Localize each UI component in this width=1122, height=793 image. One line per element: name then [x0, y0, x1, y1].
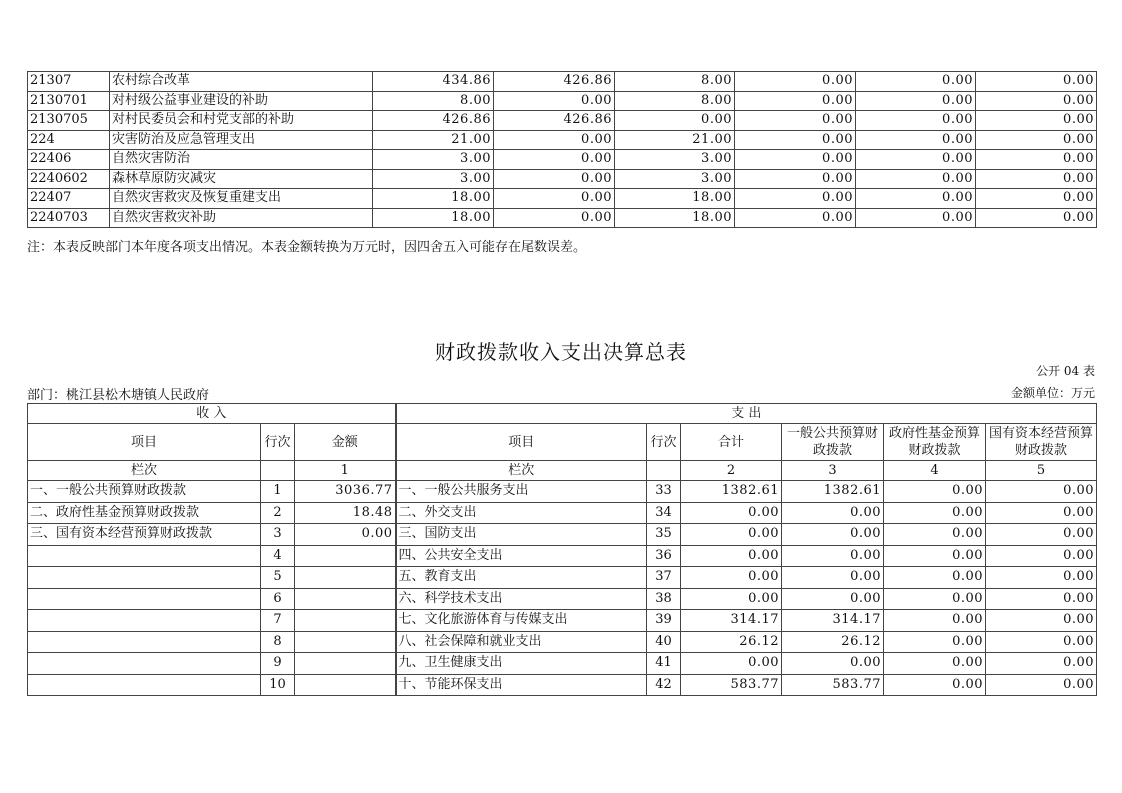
cell-general: 0.00 [782, 545, 884, 567]
table-row [28, 610, 1097, 632]
cell-ex-item: 九、卫生健康支出 [396, 653, 647, 675]
cell-total: 0.00 [681, 588, 782, 610]
cell-ex-item: 六、科学技术支出 [396, 588, 647, 610]
expense-header: 支 出 [396, 404, 1097, 424]
cell-v5: 0.00 [856, 169, 976, 189]
cell-code: 2130705 [28, 111, 110, 131]
cell-v6: 0.00 [976, 189, 1097, 209]
cell-in-item [28, 588, 261, 610]
cell-in-no: 5 [261, 567, 295, 589]
cell-v2: 0.00 [494, 208, 615, 228]
table-row [28, 502, 1097, 524]
table-row [28, 169, 1097, 189]
fund-budget-header: 政府性基金预算财政拨款 [884, 424, 986, 461]
cell-v4: 0.00 [735, 111, 856, 131]
col-label-expense: 栏次 [396, 461, 647, 481]
col-index-1: 1 [295, 461, 396, 481]
cell-v6: 0.00 [976, 91, 1097, 111]
cell-general: 583.77 [782, 674, 884, 696]
cell-ex-item: 五、教育支出 [396, 567, 647, 589]
cell-v6: 0.00 [976, 150, 1097, 170]
cell-v3: 8.00 [615, 72, 735, 92]
cell-v1: 8.00 [373, 91, 494, 111]
cell-general: 0.00 [782, 502, 884, 524]
cell-fund: 0.00 [884, 653, 986, 675]
cell-ex-no: 42 [647, 674, 681, 696]
cell-v5: 0.00 [856, 189, 976, 209]
cell-in-no: 1 [261, 481, 295, 503]
cell-in-item [28, 567, 261, 589]
cell-name: 灾害防治及应急管理支出 [110, 130, 373, 150]
cell-general: 26.12 [782, 631, 884, 653]
cell-v5: 0.00 [856, 130, 976, 150]
table-row [28, 130, 1097, 150]
cell-v1: 3.00 [373, 150, 494, 170]
table-row [28, 524, 1097, 546]
cell-general: 0.00 [782, 524, 884, 546]
cell-fund: 0.00 [884, 674, 986, 696]
table-row [28, 674, 1097, 696]
cell-name: 森林草原防灾减灾 [110, 169, 373, 189]
cell-in-amt: 0.00 [295, 524, 396, 546]
cell-v1: 18.00 [373, 208, 494, 228]
cell-in-item: 三、国有资本经营预算财政拨款 [28, 524, 261, 546]
table-row [28, 653, 1097, 675]
col-label-income: 栏次 [28, 461, 261, 481]
cell-v5: 0.00 [856, 150, 976, 170]
table-row [28, 208, 1097, 228]
cell-v5: 0.00 [856, 111, 976, 131]
form-number: 公开 04 表 [1036, 364, 1095, 378]
cell-name: 对村级公益事业建设的补助 [110, 91, 373, 111]
cell-general: 0.00 [782, 588, 884, 610]
cell-in-amt [295, 674, 396, 696]
empty-cell [647, 461, 681, 481]
cell-name: 自然灾害救灾补助 [110, 208, 373, 228]
cell-code: 22407 [28, 189, 110, 209]
cell-in-no: 8 [261, 631, 295, 653]
cell-code: 224 [28, 130, 110, 150]
cell-v4: 0.00 [735, 189, 856, 209]
expenditure-detail-table [27, 71, 1097, 228]
cell-fund: 0.00 [884, 567, 986, 589]
cell-fund: 0.00 [884, 481, 986, 503]
cell-ex-item: 一、一般公共服务支出 [396, 481, 647, 503]
income-row-no-header: 行次 [261, 424, 295, 461]
table-row [28, 189, 1097, 209]
expense-item-header: 项目 [396, 424, 647, 461]
cell-total: 0.00 [681, 653, 782, 675]
cell-name: 对村民委员会和村党支部的补助 [110, 111, 373, 131]
table-row [28, 91, 1097, 111]
cell-v6: 0.00 [976, 130, 1097, 150]
cell-v4: 0.00 [735, 208, 856, 228]
page-title: 财政拨款收入支出决算总表 [435, 340, 687, 364]
cell-v2: 0.00 [494, 169, 615, 189]
cell-in-no: 4 [261, 545, 295, 567]
cell-ex-item: 十、节能环保支出 [396, 674, 647, 696]
cell-ex-item: 七、文化旅游体育与传媒支出 [396, 610, 647, 632]
col-index-3: 3 [782, 461, 884, 481]
cell-v4: 0.00 [735, 169, 856, 189]
cell-in-no: 3 [261, 524, 295, 546]
cell-fund: 0.00 [884, 524, 986, 546]
table-row [28, 545, 1097, 567]
cell-v5: 0.00 [856, 91, 976, 111]
cell-ex-no: 37 [647, 567, 681, 589]
cell-v4: 0.00 [735, 150, 856, 170]
income-amount-header: 金额 [295, 424, 396, 461]
cell-name: 自然灾害防治 [110, 150, 373, 170]
cell-v1: 18.00 [373, 189, 494, 209]
cell-total: 1382.61 [681, 481, 782, 503]
cell-v3: 21.00 [615, 130, 735, 150]
cell-v2: 0.00 [494, 150, 615, 170]
header-row-sections [28, 404, 1097, 424]
cell-state: 0.00 [986, 524, 1097, 546]
cell-state: 0.00 [986, 481, 1097, 503]
cell-ex-item: 二、外交支出 [396, 502, 647, 524]
cell-v1: 3.00 [373, 169, 494, 189]
cell-ex-no: 36 [647, 545, 681, 567]
cell-v2: 0.00 [494, 189, 615, 209]
cell-in-item [28, 674, 261, 696]
cell-state: 0.00 [986, 653, 1097, 675]
cell-v6: 0.00 [976, 208, 1097, 228]
cell-in-item: 一、一般公共预算财政拨款 [28, 481, 261, 503]
cell-v6: 0.00 [976, 72, 1097, 92]
cell-total: 314.17 [681, 610, 782, 632]
cell-in-amt [295, 567, 396, 589]
expense-row-no-header: 行次 [647, 424, 681, 461]
header-row-columns [28, 424, 1097, 461]
cell-state: 0.00 [986, 631, 1097, 653]
cell-v1: 426.86 [373, 111, 494, 131]
cell-total: 0.00 [681, 502, 782, 524]
cell-in-amt: 3036.77 [295, 481, 396, 503]
income-item-header: 项目 [28, 424, 261, 461]
cell-total: 0.00 [681, 545, 782, 567]
cell-ex-no: 34 [647, 502, 681, 524]
cell-in-item [28, 545, 261, 567]
table-row [28, 72, 1097, 92]
cell-v3: 3.00 [615, 150, 735, 170]
table-row [28, 588, 1097, 610]
empty-cell [261, 461, 295, 481]
col-index-5: 5 [986, 461, 1097, 481]
cell-v2: 426.86 [494, 111, 615, 131]
cell-in-no: 9 [261, 653, 295, 675]
cell-ex-no: 38 [647, 588, 681, 610]
cell-name: 自然灾害救灾及恢复重建支出 [110, 189, 373, 209]
cell-in-item [28, 610, 261, 632]
cell-v2: 426.86 [494, 72, 615, 92]
table-row [28, 631, 1097, 653]
cell-in-amt: 18.48 [295, 502, 396, 524]
table-row [28, 567, 1097, 589]
column-index-row [28, 461, 1097, 481]
col-index-4: 4 [884, 461, 986, 481]
cell-in-no: 2 [261, 502, 295, 524]
cell-code: 2240602 [28, 169, 110, 189]
cell-ex-no: 41 [647, 653, 681, 675]
cell-total: 0.00 [681, 567, 782, 589]
cell-in-no: 7 [261, 610, 295, 632]
cell-fund: 0.00 [884, 610, 986, 632]
cell-v3: 0.00 [615, 111, 735, 131]
cell-code: 21307 [28, 72, 110, 92]
cell-code: 2240703 [28, 208, 110, 228]
cell-v2: 0.00 [494, 130, 615, 150]
cell-total: 583.77 [681, 674, 782, 696]
cell-in-item: 二、政府性基金预算财政拨款 [28, 502, 261, 524]
cell-v4: 0.00 [735, 130, 856, 150]
cell-ex-no: 40 [647, 631, 681, 653]
cell-fund: 0.00 [884, 588, 986, 610]
table-row [28, 111, 1097, 131]
cell-state: 0.00 [986, 588, 1097, 610]
cell-v4: 0.00 [735, 72, 856, 92]
cell-ex-item: 四、公共安全支出 [396, 545, 647, 567]
cell-in-amt [295, 631, 396, 653]
income-header: 收 入 [28, 404, 396, 424]
cell-in-amt [295, 653, 396, 675]
cell-in-item [28, 653, 261, 675]
amount-unit-label: 金额单位：万元 [1010, 386, 1095, 400]
cell-general: 314.17 [782, 610, 884, 632]
cell-ex-item: 三、国防支出 [396, 524, 647, 546]
cell-general: 1382.61 [782, 481, 884, 503]
cell-v2: 0.00 [494, 91, 615, 111]
cell-in-item [28, 631, 261, 653]
table-row [28, 481, 1097, 503]
cell-v1: 21.00 [373, 130, 494, 150]
cell-ex-no: 39 [647, 610, 681, 632]
cell-state: 0.00 [986, 674, 1097, 696]
cell-general: 0.00 [782, 653, 884, 675]
cell-in-amt [295, 588, 396, 610]
cell-state: 0.00 [986, 502, 1097, 524]
cell-state: 0.00 [986, 567, 1097, 589]
state-capital-header: 国有资本经营预算财政拨款 [986, 424, 1097, 461]
cell-v5: 0.00 [856, 72, 976, 92]
cell-fund: 0.00 [884, 502, 986, 524]
cell-total: 26.12 [681, 631, 782, 653]
col-index-2: 2 [681, 461, 782, 481]
cell-state: 0.00 [986, 545, 1097, 567]
summary-table [27, 403, 1097, 696]
cell-v4: 0.00 [735, 91, 856, 111]
cell-code: 2130701 [28, 91, 110, 111]
cell-total: 0.00 [681, 524, 782, 546]
cell-in-amt [295, 545, 396, 567]
cell-ex-no: 33 [647, 481, 681, 503]
cell-v3: 8.00 [615, 91, 735, 111]
cell-state: 0.00 [986, 610, 1097, 632]
cell-general: 0.00 [782, 567, 884, 589]
cell-v1: 434.86 [373, 72, 494, 92]
cell-v6: 0.00 [976, 111, 1097, 131]
cell-v6: 0.00 [976, 169, 1097, 189]
table-note: 注：本表反映部门本年度各项支出情况。本表金额转换为万元时，因四舍五入可能存在尾数误差。 [27, 240, 587, 255]
cell-code: 22406 [28, 150, 110, 170]
cell-v3: 18.00 [615, 208, 735, 228]
cell-v5: 0.00 [856, 208, 976, 228]
department-label: 部门：桃江县松木塘镇人民政府 [27, 388, 210, 403]
cell-name: 农村综合改革 [110, 72, 373, 92]
table-row [28, 150, 1097, 170]
general-budget-header: 一般公共预算财政拨款 [782, 424, 884, 461]
cell-v3: 3.00 [615, 169, 735, 189]
total-header: 合计 [681, 424, 782, 461]
cell-ex-no: 35 [647, 524, 681, 546]
cell-v3: 18.00 [615, 189, 735, 209]
cell-ex-item: 八、社会保障和就业支出 [396, 631, 647, 653]
cell-in-amt [295, 610, 396, 632]
cell-in-no: 6 [261, 588, 295, 610]
cell-fund: 0.00 [884, 545, 986, 567]
cell-fund: 0.00 [884, 631, 986, 653]
cell-in-no: 10 [261, 674, 295, 696]
